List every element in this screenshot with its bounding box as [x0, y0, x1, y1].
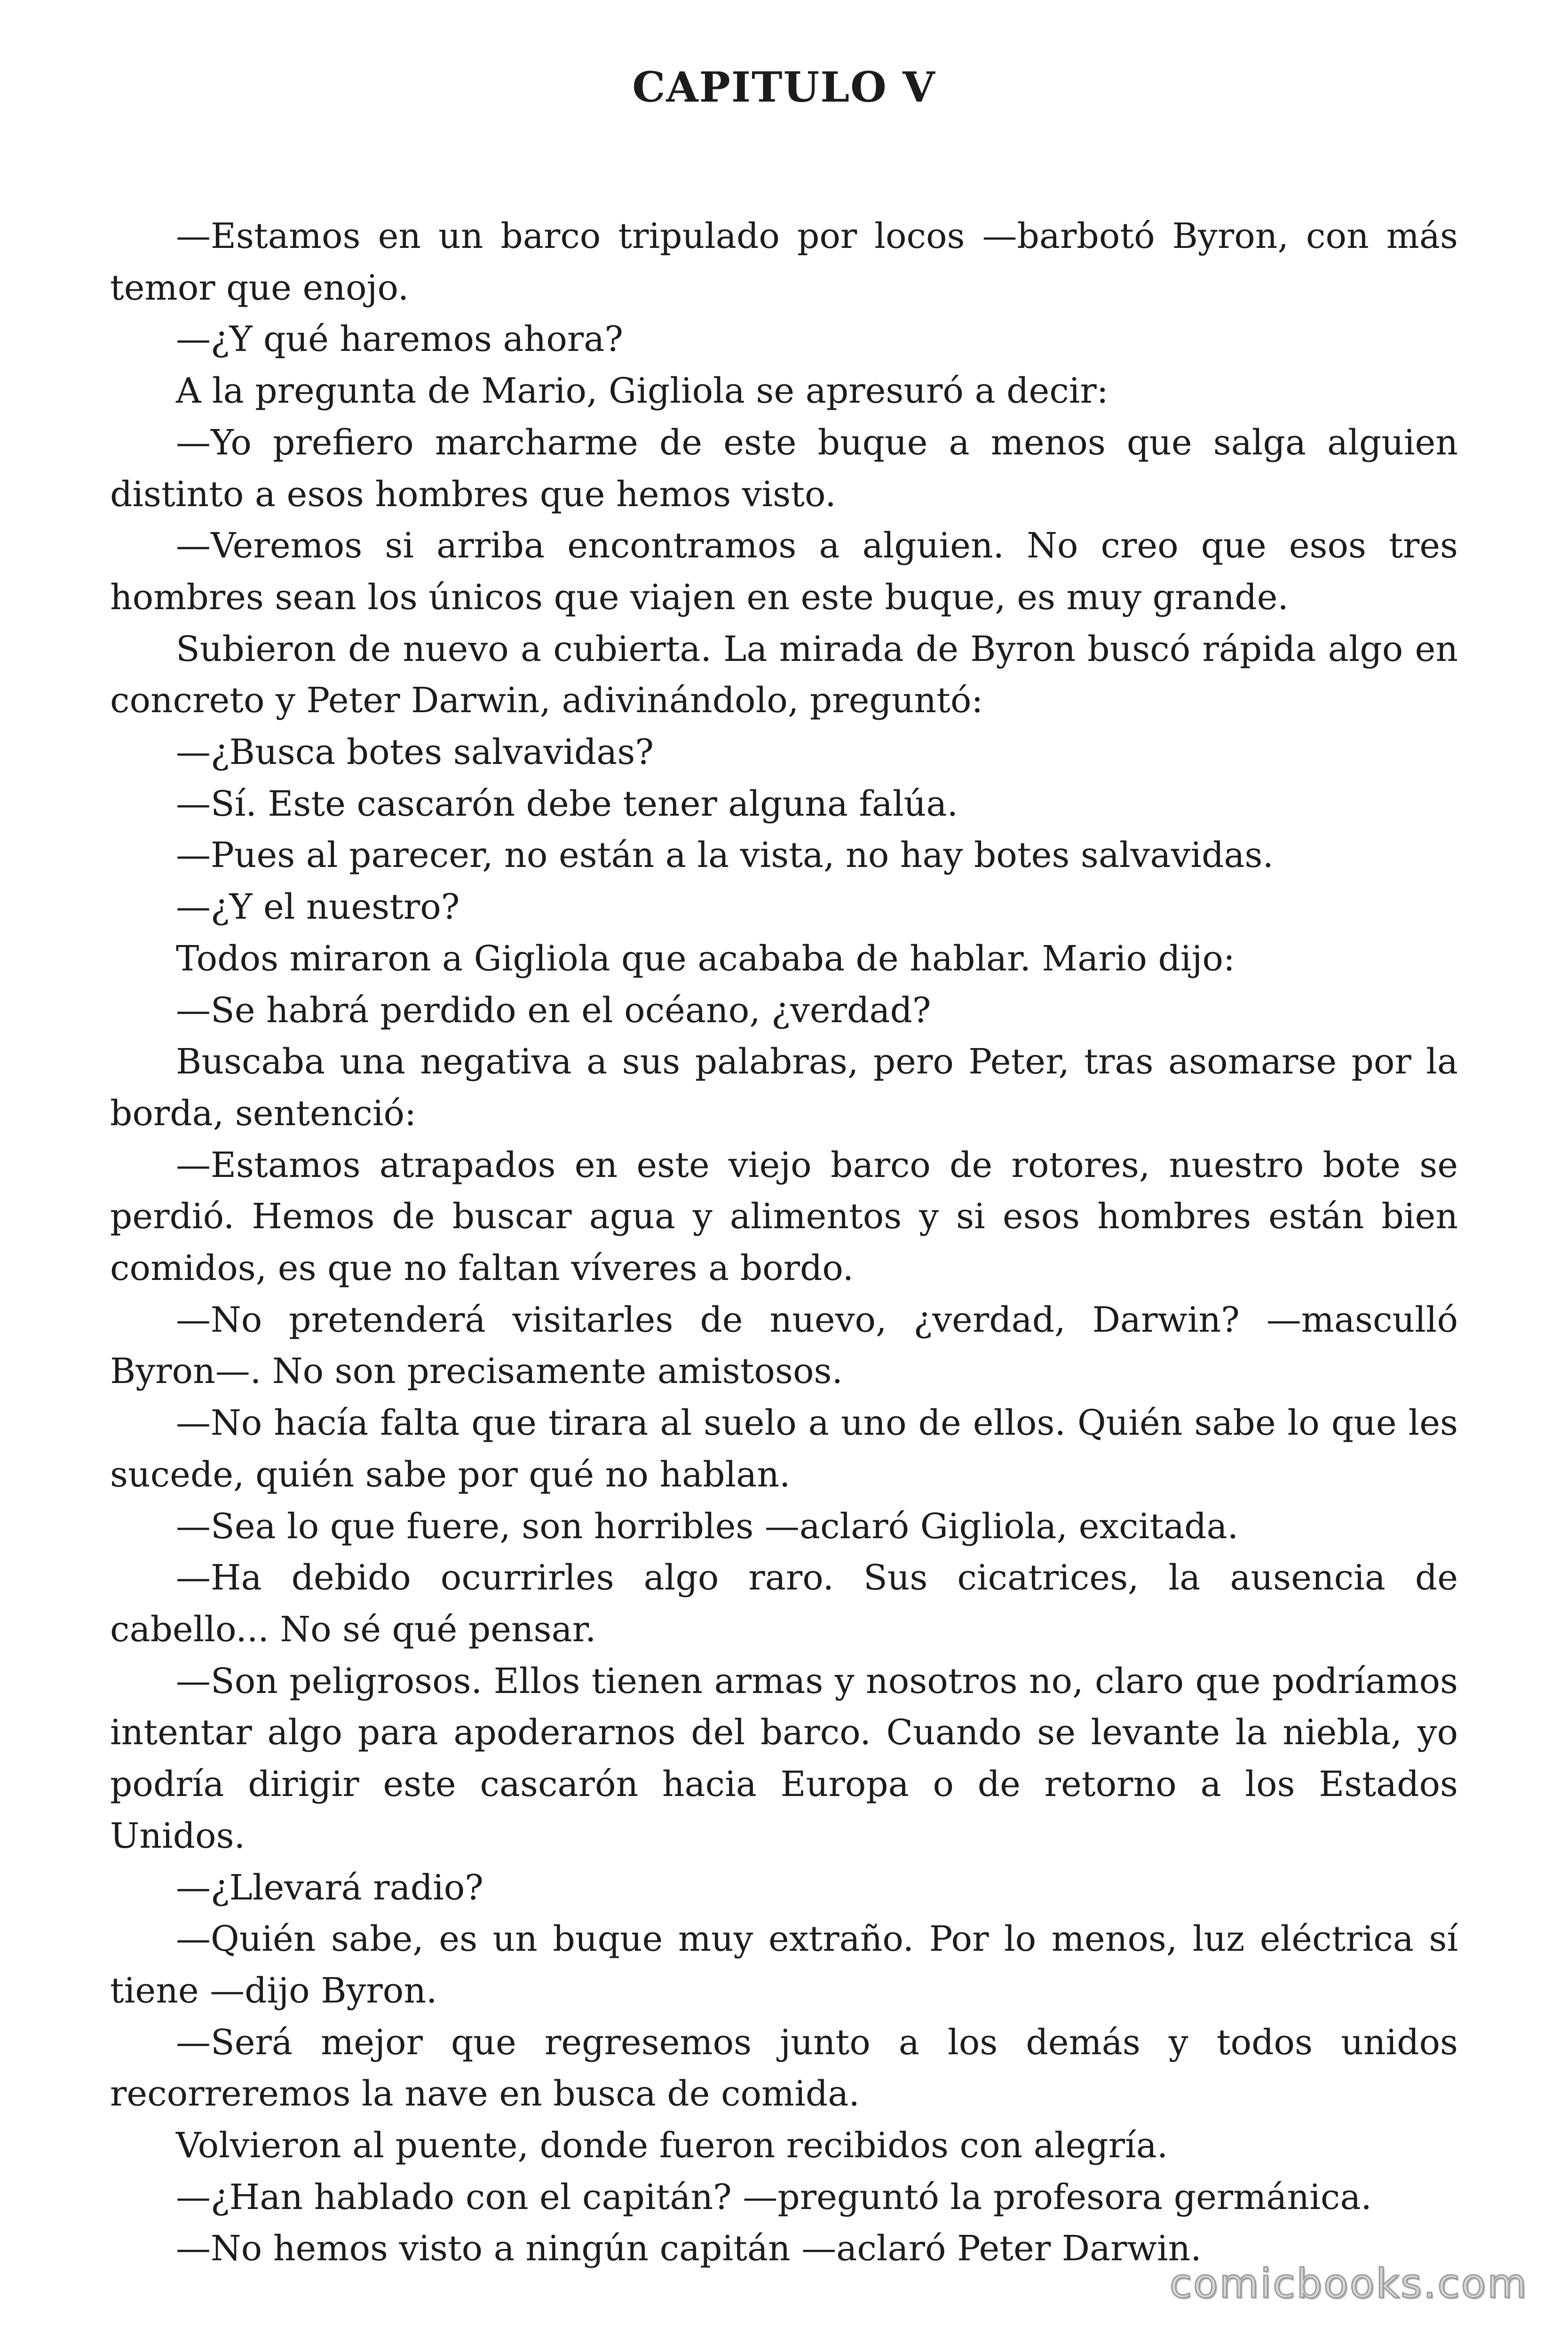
paragraph: —No hacía falta que tirara al suelo a uno de ellos. Quién sabe lo que les sucede, quién sabe por qué no hablan. [110, 1403, 1458, 1495]
chapter-body [110, 211, 1458, 2275]
paragraph: —¿Y el nuestro? [176, 887, 460, 928]
paragraph: —Veremos si arriba encontramos a alguien. No creo que esos tres hombres sean los únicos que viajen en este buque, es muy grande. [110, 525, 1458, 618]
paragraph: —Quién sabe, es un buque muy extraño. Por lo menos, luz eléctrica sí tiene —dijo Byron. [110, 1919, 1458, 2011]
paragraph: Subieron de nuevo a cubierta. La mirada de Byron buscó rápida algo en concreto y Peter Darwin, adivinándolo, preguntó: [110, 628, 1458, 721]
paragraph: —Ha debido ocurrirles algo raro. Sus cicatrices, la ausencia de cabello... No sé qué pensar. [110, 1557, 1458, 1650]
paragraph: —Estamos atrapados en este viejo barco de rotores, nuestro bote se perdió. Hemos de buscar agua y alimentos y si esos hombres están bien comidos, es que no faltan víveres a bordo. [110, 1144, 1458, 1289]
paragraph: —Sí. Este cascarón debe tener alguna falúa. [176, 783, 958, 824]
chapter-title: CAPITULO V [632, 63, 936, 111]
paragraph: —¿Busca botes salvavidas? [176, 732, 654, 773]
paragraph: —¿Llevará radio? [176, 1867, 483, 1908]
paragraph: —Será mejor que regresemos junto a los demás y todos unidos recorreremos la nave en busca de comida. [110, 2022, 1458, 2114]
paragraph: —Sea lo que fuere, son horribles —aclaró Gigliola, excitada. [176, 1506, 1239, 1547]
paragraph: —Son peligrosos. Ellos tienen armas y nosotros no, claro que podríamos intentar algo para apoderarnos del barco. Cuando se levante la niebla, yo podría dirigir este cascarón hacia Europa o de retorno a los Estados Unidos. [110, 1661, 1458, 1856]
paragraph: —Estamos en un barco tripulado por locos —barbotó Byron, con más temor que enojo. [110, 216, 1458, 308]
paragraph: —No pretenderá visitarles de nuevo, ¿verdad, Darwin? —masculló Byron—. No son precisamente amistosos. [110, 1299, 1458, 1392]
book-page [110, 0, 1458, 2352]
watermark: comicbooks.com [1169, 2260, 1528, 2307]
paragraph: —No hemos visto a ningún capitán —aclaró Peter Darwin. [176, 2228, 1202, 2269]
paragraph: —¿Y qué haremos ahora? [176, 319, 624, 360]
paragraph: Buscaba una negativa a sus palabras, pero Peter, tras asomarse por la borda, sentenció: [110, 1041, 1458, 1134]
paragraph: —Yo prefiero marcharme de este buque a menos que salga alguien distinto a esos hombres que hemos visto. [110, 422, 1458, 515]
paragraph: Volvieron al puente, donde fueron recibidos con alegría. [176, 2125, 1168, 2166]
paragraph: —Se habrá perdido en el océano, ¿verdad? [176, 990, 931, 1031]
paragraph: Todos miraron a Gigliola que acababa de hablar. Mario dijo: [176, 938, 1235, 979]
paragraph: —¿Han hablado con el capitán? —preguntó la profesora germánica. [176, 2177, 1372, 2217]
paragraph: —Pues al parecer, no están a la vista, no hay botes salvavidas. [176, 835, 1274, 876]
paragraph: A la pregunta de Mario, Gigliola se apresuró a decir: [176, 371, 1109, 412]
